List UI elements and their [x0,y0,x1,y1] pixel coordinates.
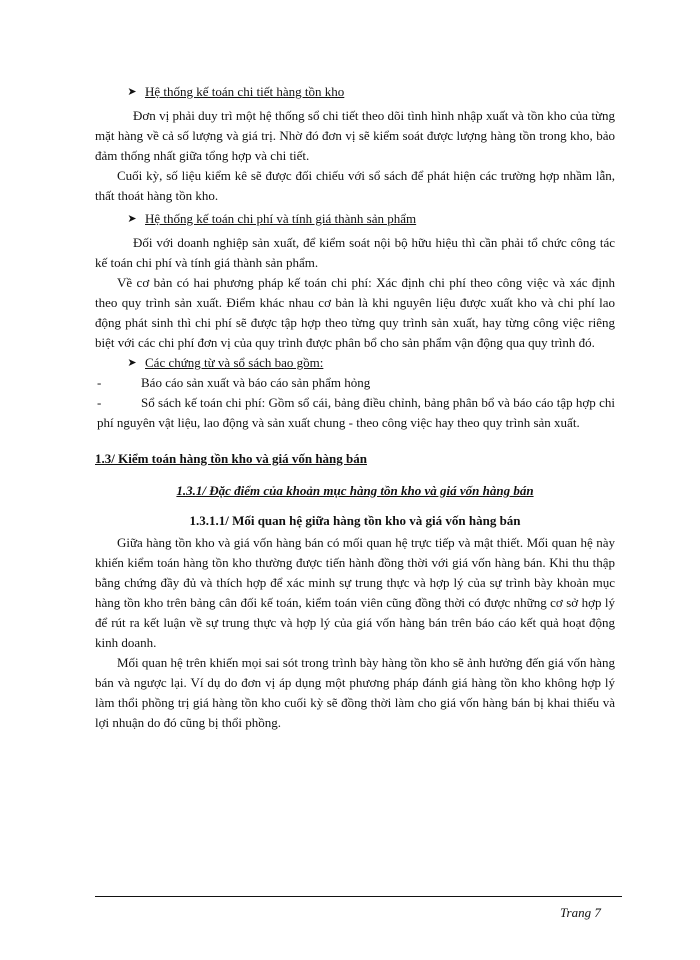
paragraph: Về cơ bản có hai phương pháp kế toán chi phí: Xác định chi phí theo công việc và xác định theo quy trình sản xuất. Điểm khác nhau cơ bản là khi nguyên liệu được xuất kho và chi phí lao động phát sinh thì chi phí sẽ được tập hợp theo từng quy trình sản xuất, hay từng công việc riêng biệt với các chi phí đơn vị của quy trình được phân bổ cho sản phẩm vận động qua quy trình đó. [95,275,615,350]
heading-text: Hệ thống kế toán chi phí và tính giá thành sản phẩm [145,211,417,226]
dash-marker: - [97,375,102,390]
heading-text: Hệ thống kế toán chi tiết hàng tồn kho [145,84,345,99]
list-item [95,393,615,433]
paragraph: Cuối kỳ, số liệu kiểm kê sẽ được đối chiếu với sổ sách để phát hiện các trường hợp nhầm lẫn, thất thoát hàng tồn kho. [95,168,615,203]
arrow-bullet-icon: ➤ [127,357,137,369]
list-item-text: Báo cáo sản xuất và báo cáo sản phẩm hỏng [141,375,371,390]
heading-1-3-1-1: 1.3.1.1/ Mối quan hệ giữa hàng tồn kho và giá vốn hàng bán [189,513,521,528]
heading-text: Các chứng từ và sổ sách bao gồm: [145,355,324,370]
heading-1-3: 1.3/ Kiểm toán hàng tồn kho và giá vốn hàng bán [95,451,367,466]
section-heading-cost-accounting [125,209,615,229]
list-item [95,373,615,393]
paragraph: Đối với doanh nghiệp sản xuất, để kiểm soát nội bộ hữu hiệu thì cần phải tổ chức công tác kế toán chi phí và tính giá thành sản phẩm. [95,235,615,270]
arrow-bullet-icon: ➤ [127,213,137,225]
section-heading-documents [125,353,615,373]
list-item-text: Sổ sách kế toán chi phí: Gồm sổ cái, bảng điều chỉnh, bảng phân bổ và báo cáo tập hợp chi phí nguyên vật liệu, lao động và sản xuất chung - theo công việc hay theo quy trình sản xuất. [97,395,615,430]
footer-rule [95,896,622,897]
paragraph: Đơn vị phải duy trì một hệ thống sổ chi tiết theo dõi tình hình nhập xuất và tồn kho của từng mặt hàng về cả số lượng và giá trị. Nhờ đó đơn vị sẽ kiểm soát được lượng hàng tồn trong kho, bảo đảm thống nhất giữa tổng hợp và chi tiết. [95,108,615,163]
page-number: Trang 7 [560,905,601,920]
paragraph: Giữa hàng tồn kho và giá vốn hàng bán có mối quan hệ trực tiếp và mật thiết. Mối quan hệ này khiến kiểm toán hàng tồn kho thường được tiến hành đồng thời với giá vốn hàng bán. Khi thu thập bằng chứng đầy đủ và thích hợp để xác minh sự trung thực và hợp lý của sự trình bày khoản mục hàng tồn kho trên bảng cân đối kế toán, kiểm toán viên cũng đồng thời có được những cơ sở hợp lý để rút ra kết luận về sự trung thực và hợp lý của giá vốn hàng bán trên báo cáo kết quả hoạt động kinh doanh. [95,535,615,650]
paragraph: Mối quan hệ trên khiến mọi sai sót trong trình bày hàng tồn kho sẽ ảnh hưởng đến giá vốn hàng bán và ngược lại. Ví dụ do đơn vị áp dụng một phương pháp đánh giá hàng tồn kho không hợp lý làm thổi phồng trị giá hàng tồn kho cuối kỳ sẽ đồng thời làm cho giá vốn hàng bán bị khai thiếu và lợi nhuận do đó cũng bị thổi phồng. [95,655,615,730]
section-heading-inventory-detail [125,82,615,102]
document-body [95,82,615,733]
arrow-bullet-icon: ➤ [127,86,137,98]
heading-1-3-1: 1.3.1/ Đặc điểm của khoản mục hàng tồn kho và giá vốn hàng bán [176,483,534,498]
dash-marker: - [97,395,102,410]
